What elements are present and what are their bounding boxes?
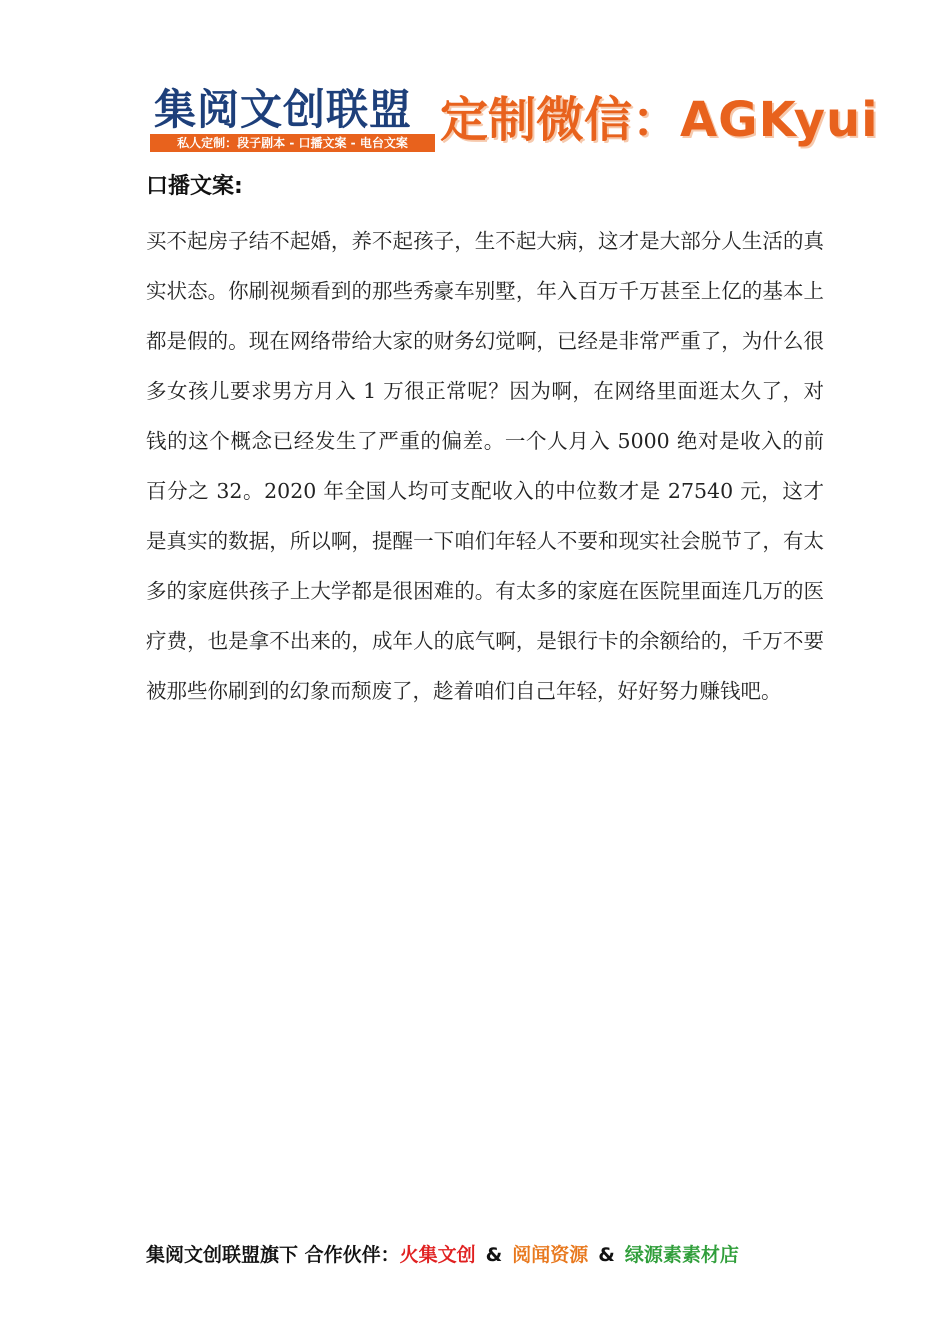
brand-logo (150, 86, 435, 154)
section-heading: 口播文案: (146, 174, 243, 199)
partner-3: 绿源素素材店 (624, 1244, 739, 1266)
header-banner (150, 86, 884, 154)
brand-subtitle: 私人定制：段子剧本 - 口播文案 - 电台文案 (150, 134, 435, 152)
footer-separator: & (485, 1244, 503, 1266)
partner-1: 火集文创 (399, 1244, 476, 1266)
footer-partners (146, 1240, 739, 1270)
script-body-text: 买不起房子结不起婚，养不起孩子，生不起大病，这才是大部分人生活的真实状态。你刷视频看到的那些秀豪车别墅，年入百万千万甚至上亿的基本上都是假的。现在网络带给大家的财务幻觉啊，已经是非常严重了，为什么很多女孩儿要求男方月入 1 万很正常呢？因为啊，在网络里面逛太久了，对钱的这个概念已经发生了严重的偏差。一个人月入 5000 绝对是收入的前百分之 32。2020 年全国人均可支配收入的中位数才是 27540 元，这才是真实的数据，所以啊，提醒一下咱们年轻人不要和现实社会脱节了，有太多的家庭供孩子上大学都是很困难的。有太多的家庭在医院里面连几万的医疗费，也是拿不出来的，成年人的底气啊，是银行卡的余额给的，千万不要被那些你刷到的幻象而颓废了，趁着咱们自己年轻，好好努力赚钱吧。 (146, 229, 824, 703)
footer-prefix: 集阅文创联盟旗下 合作伙伴： (146, 1244, 400, 1266)
contact-wechat (440, 90, 879, 150)
contact-label: 定制微信： (440, 92, 681, 148)
partner-2: 阅闻资源 (512, 1244, 589, 1266)
contact-id: AGKyui (680, 92, 879, 148)
footer-separator: & (598, 1244, 615, 1266)
brand-name: 集阅文创联盟 (154, 85, 413, 134)
